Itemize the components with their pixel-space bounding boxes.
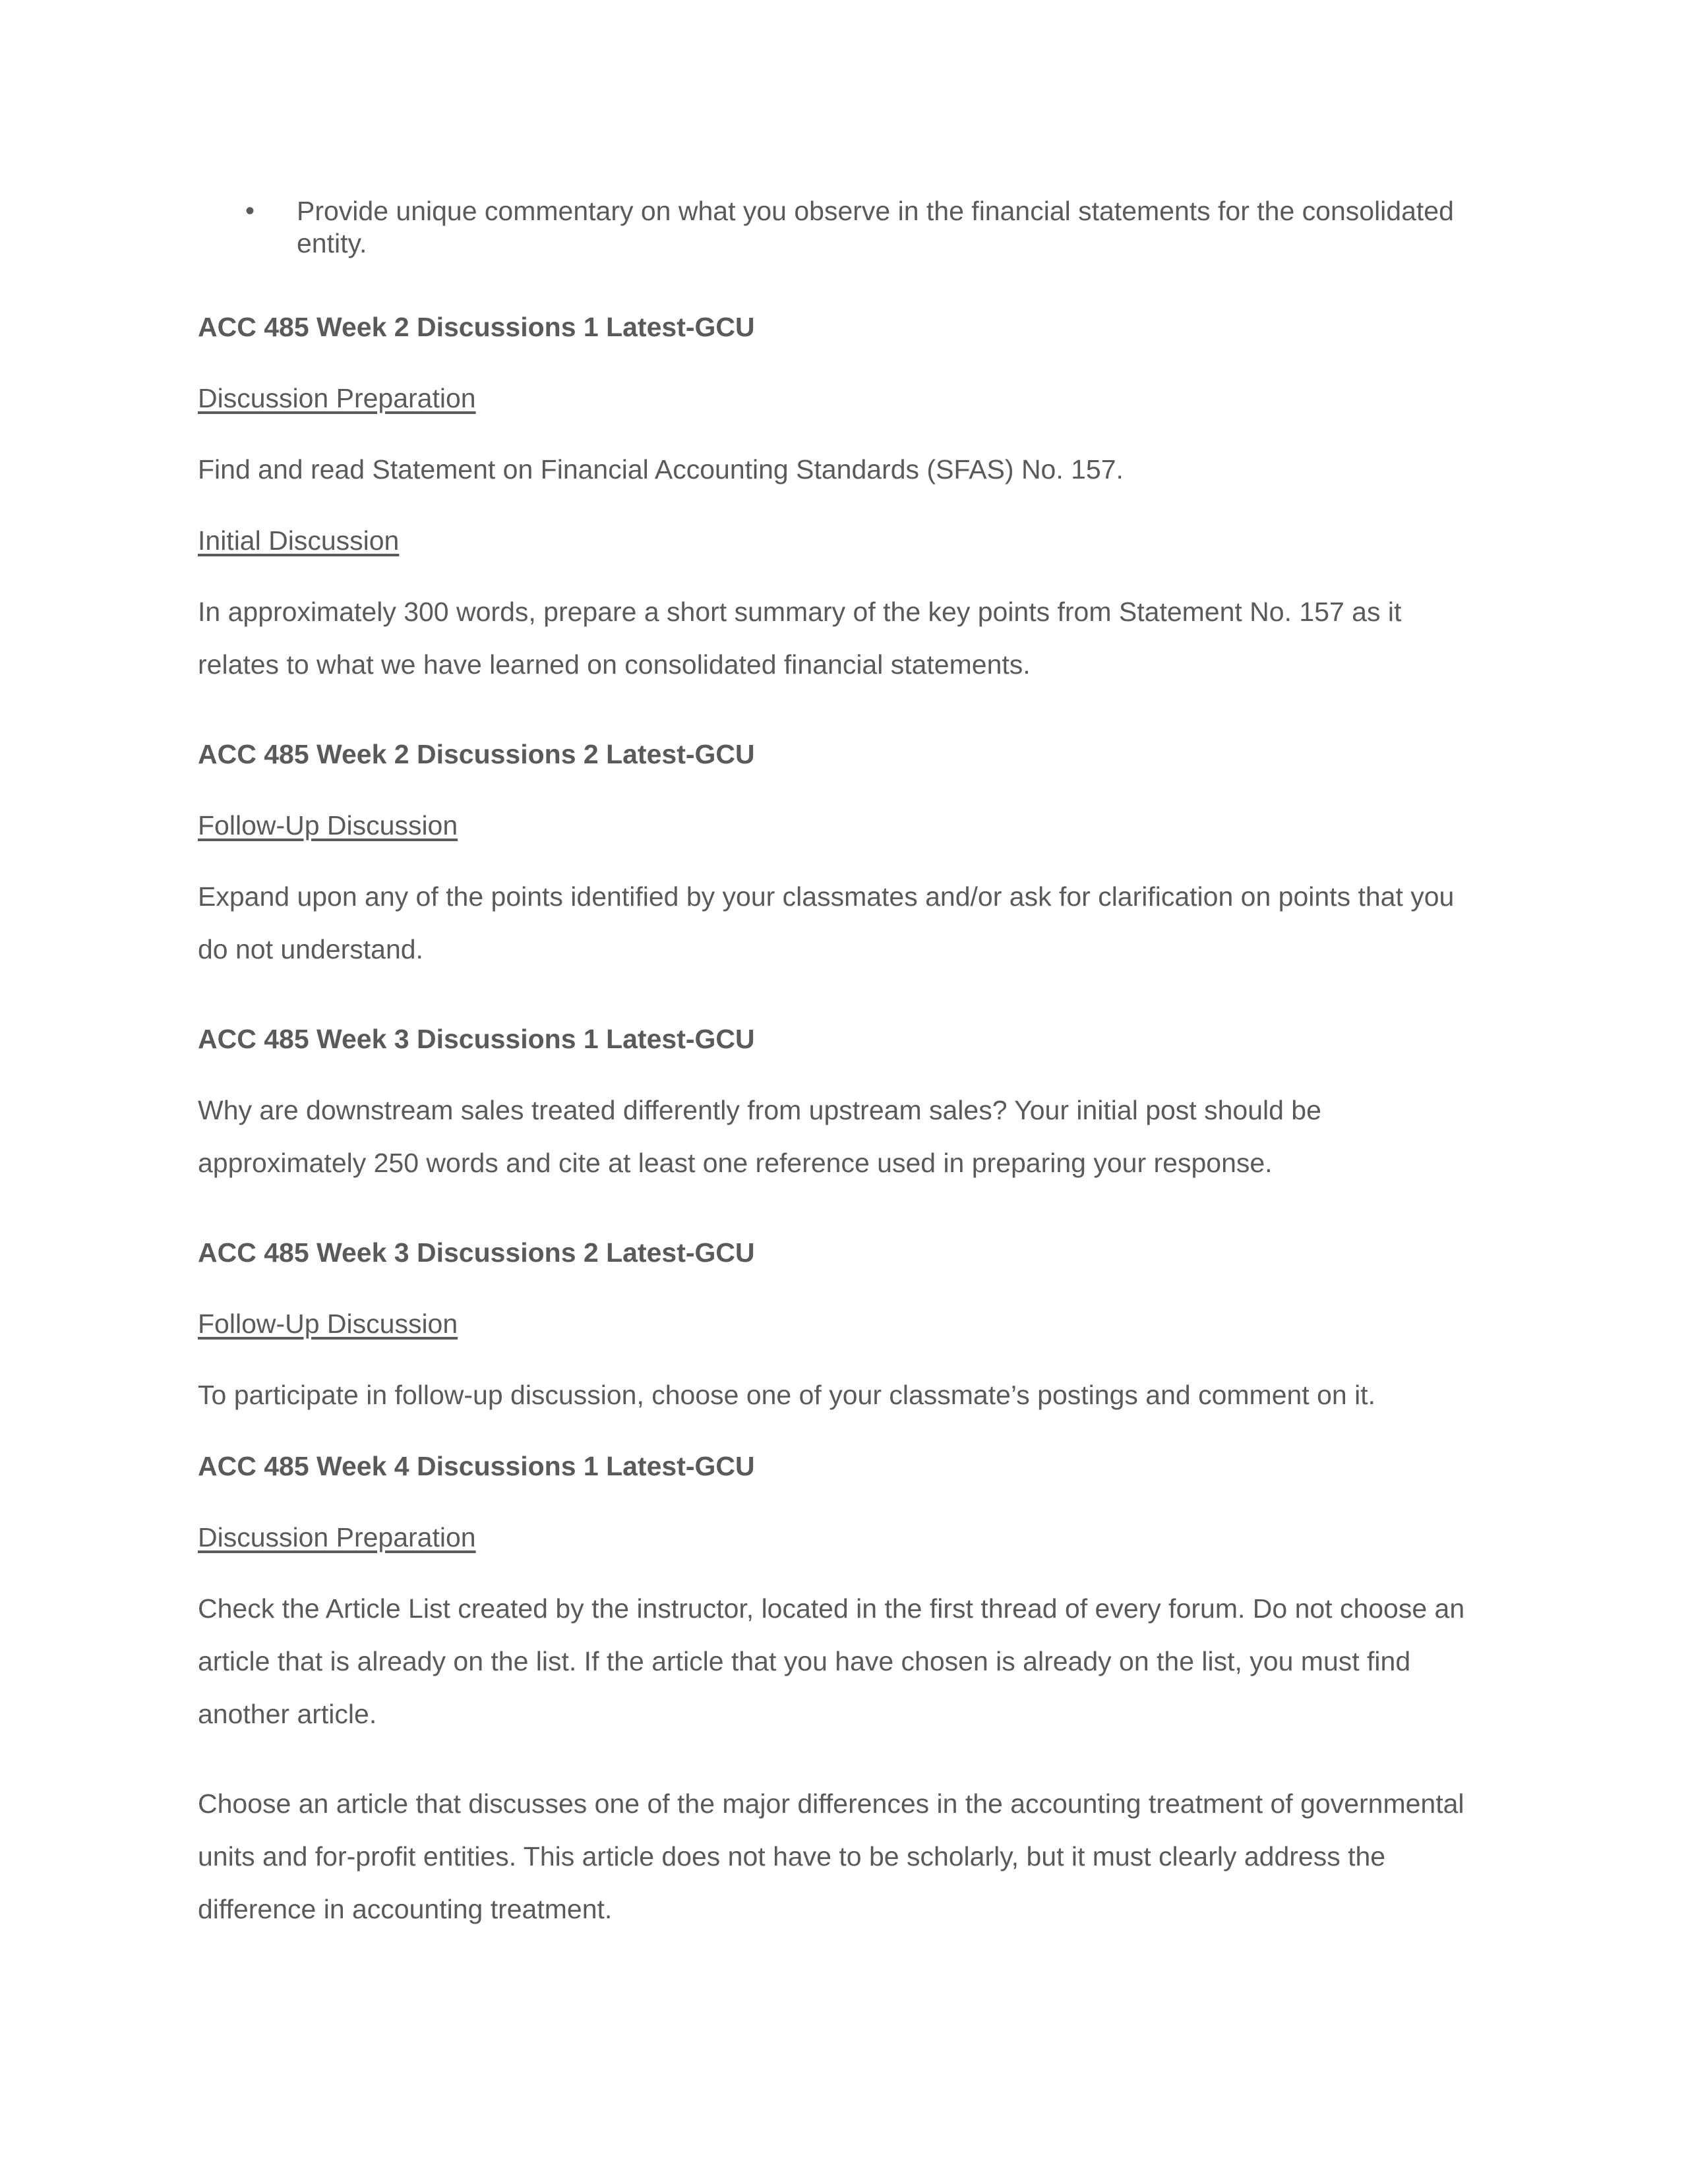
bullet-list	[198, 195, 1484, 260]
subheading-discussion-preparation: Discussion Preparation	[198, 383, 476, 413]
document-content	[198, 195, 1484, 1982]
subheading-discussion-preparation: Discussion Preparation	[198, 1522, 476, 1552]
section-heading-week2-d1: ACC 485 Week 2 Discussions 1 Latest-GCU	[198, 312, 755, 342]
paragraph: To participate in follow-up discussion, choose one of your classmate’s postings and comment on it.	[198, 1380, 1375, 1410]
subheading-initial-discussion: Initial Discussion	[198, 525, 400, 556]
section-heading-week3-d1: ACC 485 Week 3 Discussions 1 Latest-GCU	[198, 1024, 755, 1054]
paragraph: Expand upon any of the points identified by your classmates and/or ask for clarification on points that you do not understand.	[198, 881, 1455, 964]
section-heading-week2-d2: ACC 485 Week 2 Discussions 2 Latest-GCU	[198, 739, 755, 769]
bullet-text: Provide unique commentary on what you observe in the financial statements for the consolidated entity.	[297, 196, 1454, 258]
subheading-follow-up-discussion: Follow-Up Discussion	[198, 810, 458, 841]
subheading-follow-up-discussion: Follow-Up Discussion	[198, 1309, 458, 1339]
section-heading-week4-d1: ACC 485 Week 4 Discussions 1 Latest-GCU	[198, 1451, 755, 1481]
bullet-icon: •	[245, 196, 255, 225]
paragraph: Find and read Statement on Financial Accounting Standards (SFAS) No. 157.	[198, 454, 1124, 485]
paragraph: Check the Article List created by the instructor, located in the first thread of every forum. Do not choose an article that is already on the list. If the article that you have chosen is already on the list, you must find another article.	[198, 1593, 1465, 1729]
paragraph: In approximately 300 words, prepare a short summary of the key points from Statement No. 157 as it relates to what we have learned on consolidated financial statements.	[198, 597, 1402, 680]
list-item	[198, 195, 1484, 260]
section-heading-week3-d2: ACC 485 Week 3 Discussions 2 Latest-GCU	[198, 1237, 755, 1268]
paragraph: Choose an article that discusses one of the major differences in the accounting treatment of governmental units and for-profit entities. This article does not have to be scholarly, but it must clearly address the difference in accounting treatment.	[198, 1788, 1464, 1924]
paragraph: Why are downstream sales treated differently from upstream sales? Your initial post should be approximately 250 words and cite at least one reference used in preparing your response.	[198, 1095, 1321, 1178]
